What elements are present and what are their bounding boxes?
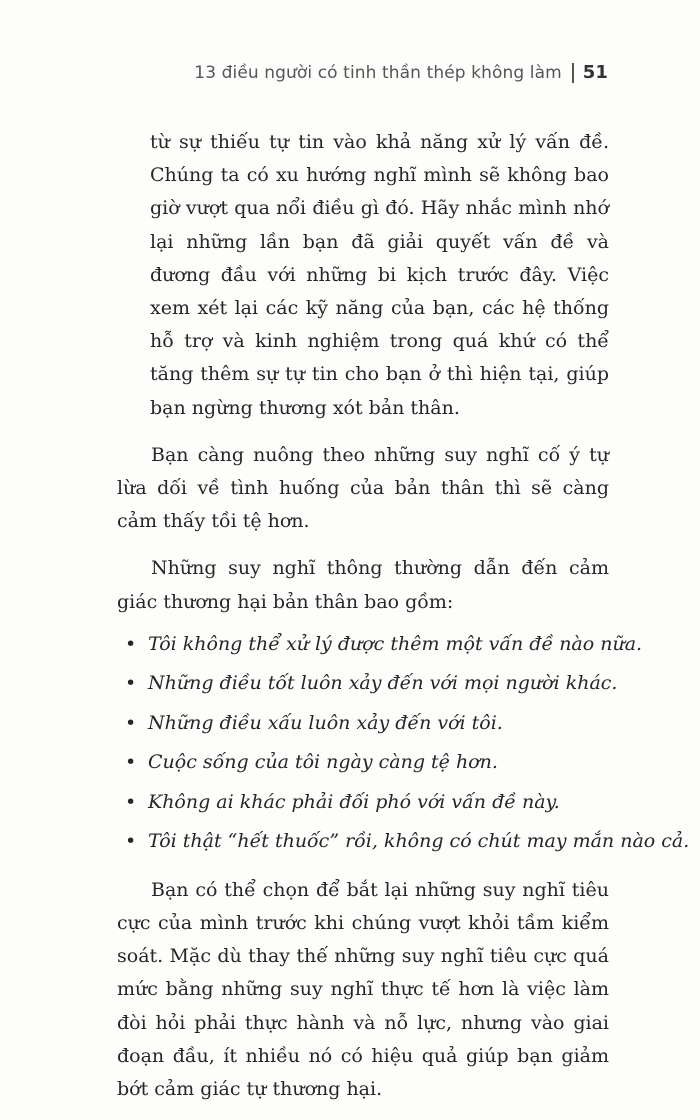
bullet-icon: • xyxy=(125,632,137,655)
list-item-text: Những điều xấu luôn xảy đến với tôi. xyxy=(148,711,503,734)
list-item xyxy=(117,783,609,823)
list-item xyxy=(117,664,618,704)
bullet-list xyxy=(117,625,690,862)
page-number: 51 xyxy=(582,62,608,83)
list-item-text: Tôi không thể xử lý được thêm một vấn đề nào nữa. xyxy=(148,632,643,655)
bullet-icon: • xyxy=(125,790,137,813)
list-item xyxy=(117,625,643,665)
paragraph: Những suy nghĩ thông thường dẫn đến cảm giác thương hại bản thân bao gồm: xyxy=(117,557,609,613)
bullet-icon: • xyxy=(125,751,137,774)
running-header xyxy=(194,62,608,83)
running-title: 13 điều người có tinh thần thép không làm xyxy=(194,62,562,83)
list-item xyxy=(117,704,609,744)
list-item-text: Tôi thật “hết thuốc” rồi, không có chút may mắn nào cả. xyxy=(148,830,690,853)
bullet-icon: • xyxy=(125,672,137,695)
bullet-icon: • xyxy=(125,830,137,853)
bullet-icon: • xyxy=(125,711,137,734)
paragraph: Bạn có thể chọn để bắt lại những suy nghĩ tiêu cực của mình trước khi chúng vượt khỏi tầm kiểm soát. Mặc dù thay thế những suy nghĩ tiêu cực quá mức bằng những suy nghĩ thực tế hơn là việc làm đòi hỏi phải thực hành và nỗ lực, nhưng vào giai đoạn đầu, ít nhiều nó có hiệu quả giúp bạn giảm bớt cảm giác tự thương hại. xyxy=(117,878,609,1101)
page-body xyxy=(117,126,690,1120)
paragraph: Bạn càng nuông theo những suy nghĩ cố ý tự lừa dối về tình huống của bản thân thì sẽ càng cảm thấy tồi tệ hơn. xyxy=(117,443,609,533)
list-item xyxy=(117,743,609,783)
list-item xyxy=(117,822,690,862)
block-quote: từ sự thiếu tự tin vào khả năng xử lý vấn đề. Chúng ta có xu hướng nghĩ mình sẽ không bao giờ vượt qua nổi điều gì đó. Hãy nhắc mình nhớ lại những lần bạn đã giải quyết vấn đề và đương đầu với những bi kịch trước đây. Việc xem xét lại các kỹ năng của bạn, các hệ thống hỗ trợ và kinh nghiệm trong quá khứ có thể tăng thêm sự tự tin cho bạn ở thì hiện tại, giúp bạn ngừng thương xót bản thân. xyxy=(150,131,609,419)
header-separator xyxy=(572,63,574,83)
list-item-text: Cuộc sống của tôi ngày càng tệ hơn. xyxy=(148,751,498,774)
list-item-text: Những điều tốt luôn xảy đến với mọi người khác. xyxy=(148,672,618,695)
list-item-text: Không ai khác phải đối phó với vấn đề này. xyxy=(148,790,560,813)
